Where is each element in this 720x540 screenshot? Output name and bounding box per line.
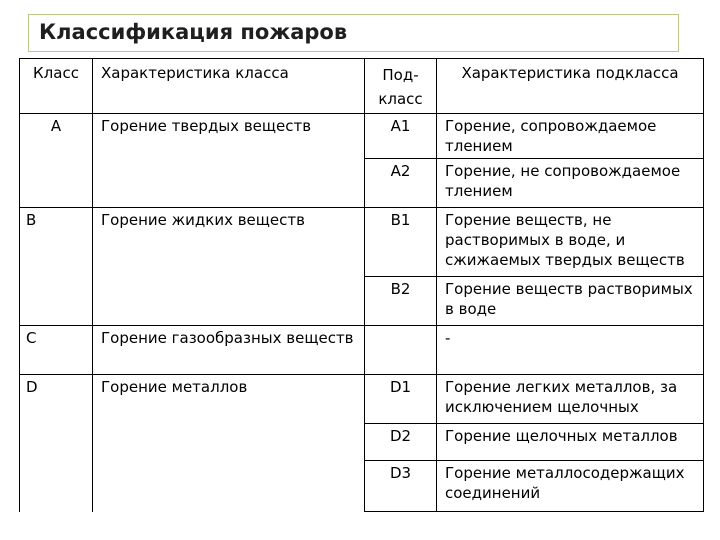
class-cell: D <box>20 375 93 512</box>
subclass-code-cell: В2 <box>365 277 437 326</box>
subclass-desc-cell: Горение, сопровождаемое тлением <box>437 114 704 159</box>
subclass-desc-cell: Горение, не сопровождаемое тлением <box>437 159 704 208</box>
table-row <box>20 208 704 277</box>
subclass-code-cell: D2 <box>365 424 437 461</box>
subclass-desc-cell: Горение веществ, не растворимых в воде, и сжижаемых твердых веществ <box>437 208 704 277</box>
class-desc-cell: Горение твердых веществ <box>93 114 365 208</box>
header-subclass-desc: Характеристика подкласса <box>437 59 704 114</box>
header-class: Класс <box>20 59 93 114</box>
table-row <box>20 326 704 375</box>
fire-classification-table <box>19 58 704 512</box>
subclass-desc-cell: Горение легких металлов, за исключением щелочных <box>437 375 704 424</box>
subclass-desc-cell: Горение веществ растворимых в воде <box>437 277 704 326</box>
subclass-code-cell: В1 <box>365 208 437 277</box>
title-box <box>28 14 679 52</box>
header-subclass: Под- класс <box>365 59 437 114</box>
class-desc-cell: Горение металлов <box>93 375 365 512</box>
class-cell: А <box>20 114 93 208</box>
subclass-desc-cell: Горение щелочных металлов <box>437 424 704 461</box>
subclass-code-cell: А2 <box>365 159 437 208</box>
table-header-row <box>20 59 704 114</box>
subclass-code-cell <box>365 326 437 375</box>
subclass-code-cell: А1 <box>365 114 437 159</box>
header-class-desc: Характеристика класса <box>93 59 365 114</box>
subclass-desc-cell: Горение металлосодержащих соединений <box>437 461 704 512</box>
table-row <box>20 114 704 159</box>
subclass-code-cell: D1 <box>365 375 437 424</box>
class-desc-cell: Горение жидких веществ <box>93 208 365 326</box>
class-desc-cell: Горение газообразных веществ <box>93 326 365 375</box>
table-row <box>20 375 704 424</box>
subclass-code-cell: D3 <box>365 461 437 512</box>
page-title: Классификация пожаров <box>39 20 348 44</box>
class-cell: С <box>20 326 93 375</box>
subclass-desc-cell: - <box>437 326 704 375</box>
class-cell: В <box>20 208 93 326</box>
